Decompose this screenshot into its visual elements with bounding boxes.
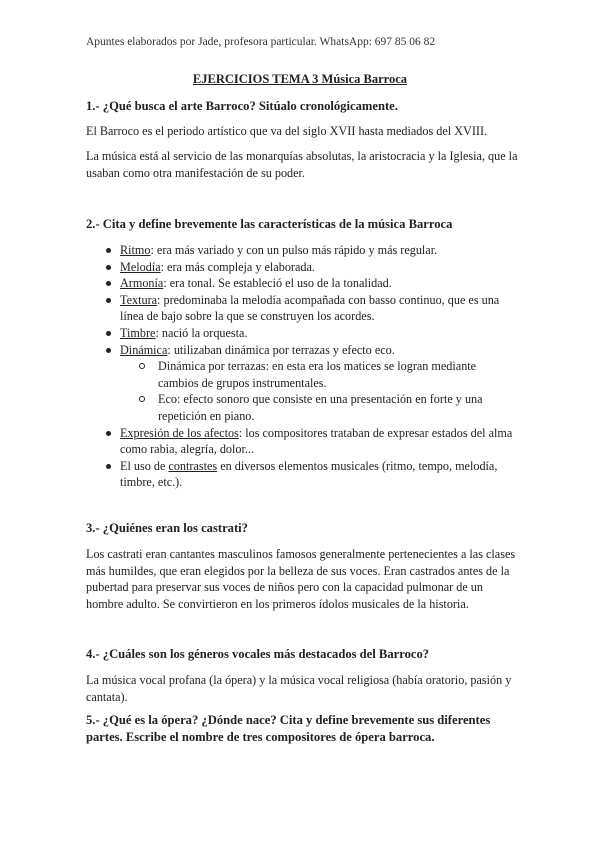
- sub-list-item: Eco: efecto sonoro que consiste en una presentación en forte y una repetición en piano.: [120, 391, 518, 424]
- characteristics-list: [86, 242, 518, 491]
- list-item-prefix: El uso de: [120, 458, 169, 473]
- answer-1-paragraph-1: El Barroco es el periodo artístico que va del siglo XVII hasta mediados del XVIII.: [86, 124, 488, 138]
- list-item-text: : nació la orquesta.: [155, 325, 248, 340]
- list-item: [86, 259, 518, 276]
- list-item-term: Dinámica: [120, 342, 168, 357]
- page-title: EJERCICIOS TEMA 3 Música Barroca: [192, 72, 408, 86]
- list-item-term: Timbre: [120, 325, 156, 340]
- list-item-text: : era más variado y con un pulso más rápido y más regular.: [150, 243, 438, 257]
- list-item-text: en diversos elementos musicales (ritmo, tempo, melodía, timbre, etc.).: [120, 458, 498, 490]
- list-item-text: : los compositores trataban de expresar estados del alma como rabia, alegría, dolor...: [120, 425, 513, 457]
- list-item-text: : predominaba la melodía acompañada con basso continuo, que es una línea de bajo sobre la que se construyen los acordes.: [120, 292, 500, 324]
- list-item-term: Ritmo: [120, 243, 151, 257]
- list-item-term: Expresión de los afectos: [120, 425, 239, 440]
- list-item-term: Textura: [120, 292, 158, 307]
- sub-list-item: Dinámica por terrazas: en esta era los matices se logran mediante cambios de grupos instrumentales.: [120, 358, 518, 391]
- list-item: [86, 292, 518, 325]
- list-item: [86, 458, 518, 491]
- list-item-text: : utilizaban dinámica por terrazas y efecto eco.: [167, 342, 395, 357]
- list-item-term: Armonía: [120, 276, 164, 291]
- list-item: [86, 325, 518, 342]
- list-item: [86, 425, 518, 458]
- answer-3-paragraph: Los castrati eran cantantes masculinos famosos generalmente pertenecientes a las clases más humildes, que eran elegidos por la belleza de sus voces. Eran castrados antes de la pubertad para preservar sus voces de niños pero con la capacidad pulmonar de un hombre adulto. Se convirtieron en los primeros ídolos musicales de la historia.: [86, 547, 516, 611]
- question-5: 5.- ¿Qué es la ópera? ¿Dónde nace? Cita y define brevemente sus diferentes partes. Escribe el nombre de tres compositores de ópera barroca.: [86, 713, 491, 744]
- question-4: 4.- ¿Cuáles son los géneros vocales más destacados del Barroco?: [86, 647, 430, 661]
- list-item: [86, 242, 518, 259]
- list-item-text: : era más compleja y elaborada.: [160, 259, 315, 274]
- list-item-term: Melodía: [120, 259, 161, 274]
- question-1: 1.- ¿Qué busca el arte Barroco? Sitúalo cronológicamente.: [86, 99, 398, 113]
- answer-4-paragraph: La música vocal profana (la ópera) y la música vocal religiosa (había oratorio, pasión y cantata).: [86, 673, 512, 704]
- answer-1-paragraph-2: La música está al servicio de las monarquías absolutas, la aristocracia y la Iglesia, que la usaban como otra manifestación de su poder.: [86, 149, 518, 180]
- list-item: [86, 275, 518, 292]
- dynamics-sublist: [120, 358, 518, 424]
- list-item-term: contrastes: [168, 458, 218, 473]
- list-item-text: : era tonal. Se estableció el uso de la tonalidad.: [163, 276, 392, 291]
- list-item: [86, 342, 518, 425]
- question-3: 3.- ¿Quiénes eran los castrati?: [86, 521, 248, 535]
- page-header: Apuntes elaborados por Jade, profesora particular. WhatsApp: 697 85 06 82: [86, 36, 436, 48]
- question-2: 2.- Cita y define brevemente las características de la música Barroca: [86, 217, 453, 231]
